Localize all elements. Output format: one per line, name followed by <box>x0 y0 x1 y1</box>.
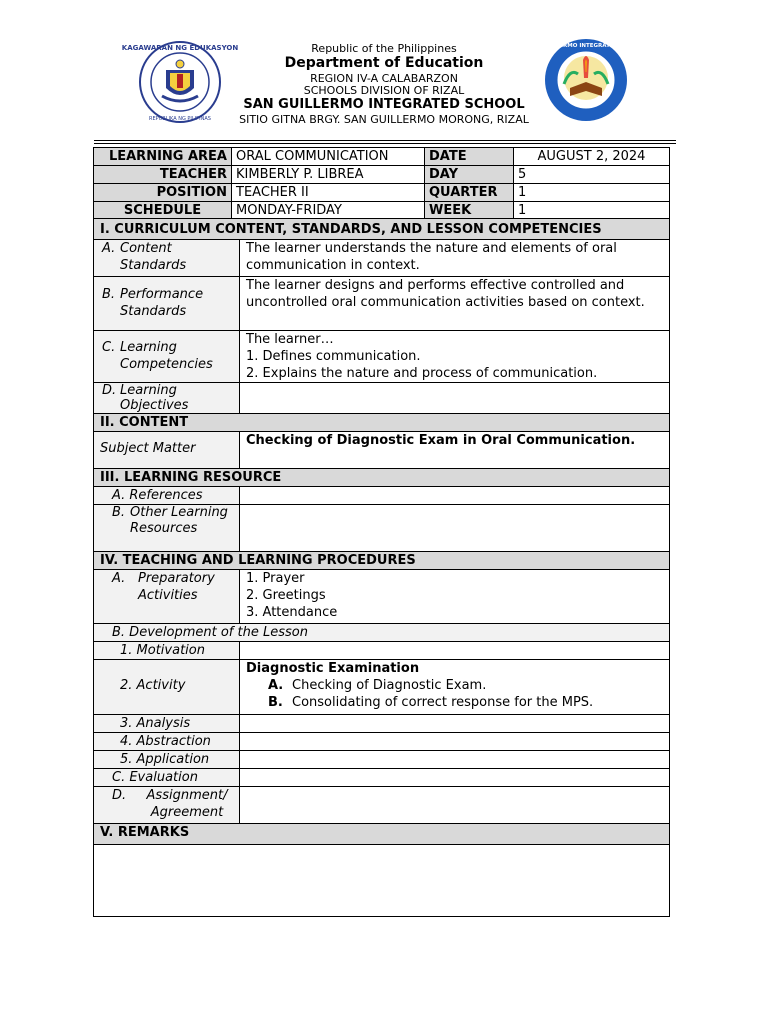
table-row <box>94 733 670 751</box>
content-standards-value: The learner understands the nature and elements of oral communication in context. <box>240 240 670 277</box>
quarter-value: 1 <box>514 184 670 202</box>
table-row <box>94 642 670 660</box>
table-row <box>94 469 670 487</box>
content-standards-label <box>94 240 240 277</box>
school-seal-icon <box>526 38 646 122</box>
performance-standards-text: Performance Standards <box>120 287 204 319</box>
position-value: TEACHER II <box>232 184 425 202</box>
learning-competencies-text: Learning Competencies <box>120 340 213 372</box>
table-row <box>94 148 670 166</box>
table-row <box>94 331 670 383</box>
activity-item-a-text: Checking of Diagnostic Exam. <box>292 678 487 693</box>
schedule-value: MONDAY-FRIDAY <box>232 202 425 220</box>
quarter-label: QUARTER <box>425 184 514 202</box>
department-line: Department of Education <box>284 55 484 71</box>
table-row <box>94 824 670 845</box>
activity-label: 2. Activity <box>94 660 240 715</box>
table-row <box>94 787 670 824</box>
performance-standards-value: The learner designs and performs effective controlled and uncontrolled oral communication activities based on context. <box>240 277 670 331</box>
section-content-heading: II. CONTENT <box>94 414 670 432</box>
assignment-mark: D. <box>112 788 127 803</box>
prep-greetings: 2. Greetings <box>246 588 326 603</box>
day-label: DAY <box>425 166 514 184</box>
learning-competencies-value <box>240 331 670 383</box>
teacher-label: TEACHER <box>94 166 232 184</box>
evaluation-value <box>240 769 670 787</box>
competency-2: 2. Explains the nature and process of communication. <box>246 366 598 381</box>
day-value: 5 <box>514 166 670 184</box>
abstraction-value <box>240 733 670 751</box>
other-resources-value <box>240 505 670 552</box>
remarks-value <box>94 845 670 917</box>
preparatory-activities-mark: A. <box>112 571 126 586</box>
table-row <box>94 845 670 917</box>
learning-competencies-label <box>94 331 240 383</box>
learning-objectives-mark: D. <box>102 383 117 398</box>
assignment-text: Assignment/ Agreement <box>146 788 228 820</box>
school-name: SAN GUILLERMO INTEGRATED SCHOOL <box>243 97 525 112</box>
region-line: REGION IV-A CALABARZON <box>310 72 458 85</box>
table-row <box>94 751 670 769</box>
preparatory-activities-value <box>240 570 670 624</box>
learning-area-value: ORAL COMMUNICATION <box>232 148 425 166</box>
header-divider-bottom <box>94 143 676 144</box>
other-resources-text: Other Learning Resources <box>130 505 228 536</box>
competency-intro: The learner… <box>246 332 334 347</box>
learning-objectives-value <box>240 383 670 414</box>
table-row <box>94 184 670 202</box>
table-row <box>94 505 670 552</box>
table-row <box>94 570 670 624</box>
date-value: AUGUST 2, 2024 <box>514 148 670 166</box>
other-resources-mark: B. <box>112 505 126 520</box>
abstraction-label: 4. Abstraction <box>94 733 240 751</box>
application-value <box>240 751 670 769</box>
preparatory-activities-label <box>94 570 240 624</box>
references-label: A. References <box>94 487 240 505</box>
left-logo-text: KAGAWARAN NG EDUKASYON <box>121 44 239 52</box>
assignment-value <box>240 787 670 824</box>
learning-objectives-text: Learning Objectives <box>120 383 189 413</box>
activity-value <box>240 660 670 715</box>
table-row <box>94 240 670 277</box>
content-standards-text: Content Standards <box>120 241 187 273</box>
competency-1: 1. Defines communication. <box>246 349 421 364</box>
subject-matter-value: Checking of Diagnostic Exam in Oral Communication. <box>240 432 670 469</box>
week-value: 1 <box>514 202 670 220</box>
division-line: SCHOOLS DIVISION OF RIZAL <box>303 84 465 97</box>
table-row <box>94 219 670 240</box>
subject-matter-label: Subject Matter <box>94 432 240 469</box>
document-header <box>0 40 768 130</box>
analysis-label: 3. Analysis <box>94 715 240 733</box>
week-label: WEEK <box>425 202 514 220</box>
left-logo-bottom-text: REPUBLIKA NG PILIPINAS <box>149 116 211 122</box>
table-row <box>94 432 670 469</box>
lesson-info-table <box>93 147 670 220</box>
performance-standards-label <box>94 277 240 331</box>
republic-line: Republic of the Philippines <box>311 42 457 55</box>
section-procedures-heading: IV. TEACHING AND LEARNING PROCEDURES <box>94 552 670 570</box>
header-divider-top <box>94 140 676 141</box>
activity-item-a <box>246 677 665 694</box>
learning-area-label: LEARNING AREA <box>94 148 232 166</box>
right-logo-text: SAN GUILLERMO INTEGRATED SCHOOL <box>526 43 646 49</box>
table-row <box>94 166 670 184</box>
table-row <box>94 277 670 331</box>
evaluation-label: C. Evaluation <box>94 769 240 787</box>
teacher-value: KIMBERLY P. LIBREA <box>232 166 425 184</box>
preparatory-activities-text: Preparatory Activities <box>138 571 215 603</box>
prep-prayer: 1. Prayer <box>246 571 305 586</box>
motivation-label: 1. Motivation <box>94 642 240 660</box>
performance-standards-mark: B. <box>102 287 116 302</box>
table-row <box>94 624 670 642</box>
table-row <box>94 383 670 414</box>
section-resources-heading: III. LEARNING RESOURCE <box>94 469 670 487</box>
section-curriculum-heading: I. CURRICULUM CONTENT, STANDARDS, AND LESSON COMPETENCIES <box>94 219 670 240</box>
motivation-value <box>240 642 670 660</box>
prep-attendance: 3. Attendance <box>246 605 338 620</box>
application-label: 5. Application <box>94 751 240 769</box>
schedule-label: SCHEDULE <box>94 202 232 220</box>
development-of-lesson-label: B. Development of the Lesson <box>94 624 670 642</box>
assignment-label <box>94 787 240 824</box>
activity-item-b-mark: B. <box>268 695 283 710</box>
learning-objectives-label <box>94 383 240 414</box>
other-resources-label <box>94 505 240 552</box>
school-address: SITIO GITNA BRGY. SAN GUILLERMO MORONG, RIZAL <box>239 113 529 126</box>
content-standards-mark: A. <box>102 241 116 256</box>
activity-item-a-mark: A. <box>268 678 284 693</box>
table-row <box>94 487 670 505</box>
table-row <box>94 552 670 570</box>
references-value <box>240 487 670 505</box>
activity-item-b <box>246 694 665 711</box>
table-row <box>94 202 670 220</box>
analysis-value <box>240 715 670 733</box>
table-row <box>94 715 670 733</box>
activity-title: Diagnostic Examination <box>246 661 420 676</box>
position-label: POSITION <box>94 184 232 202</box>
activity-item-b-text: Consolidating of correct response for the MPS. <box>292 695 594 710</box>
learning-competencies-mark: C. <box>102 340 116 355</box>
table-row <box>94 660 670 715</box>
date-label: DATE <box>425 148 514 166</box>
table-row <box>94 769 670 787</box>
table-row <box>94 414 670 432</box>
section-remarks-heading: V. REMARKS <box>94 824 670 845</box>
lesson-plan-table <box>93 218 670 917</box>
